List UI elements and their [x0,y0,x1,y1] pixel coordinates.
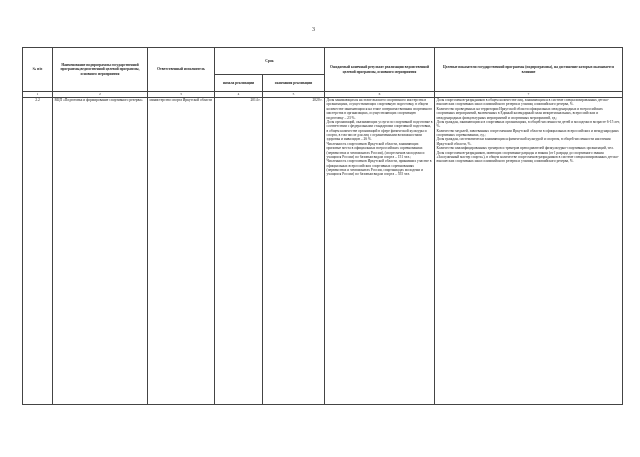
expected-result-cell [325,98,435,405]
header-term: Срок [215,48,325,75]
indicator-item: Количество проведенных на территории Иркутской области официальных международных и всероссийских спортивных мероприятий, включенных в Единый календарный план межрегиональных, всероссийских и международных физкультурных мероприятий и спортивных мероприятий, ед.; [436,106,603,120]
expected-result-item: Доля занимающихся на этапе высшего спортивного мастерства в организациях, осуществляющих спортивную подготовку, в общем количестве занимающихся на этапе совершенствования спортивного мастерства в организациях, осуществляющих спортивную подготовку – 23 %. [326,98,432,120]
header-expected-result: Ожидаемый конечный результат реализации ведомственной целевой программы, основного мероприятия [325,48,435,92]
page-number: 3 [312,27,315,33]
program-name: ВЦП «Подготовка и формирование спортивного резерва» [53,98,148,405]
expected-result-item: Численность спортсменов Иркутской области, принявших участие в официальных всероссийских спортивных соревнованиях (первенствах и чемпионатах России, спартакиадах молодежи и учащихся России) по базовым видам спорта – 555 чел. [326,159,432,177]
indicator-item: Количество квалифицированных тренеров и тренеров преподавателей физкультурно-спортивных организаций, чел. [436,146,614,151]
column-number: 7 [435,92,623,98]
indicator-item: Доля граждан, занимающихся в спортивных организациях, в общей численности детей и молодежи в возрасте 6-15 лет, %. [436,119,620,129]
header-executor: Ответственный исполнитель [148,48,215,92]
column-number: 5 [263,92,325,98]
indicator-item: Количество медалей, завоеванных спортсменами Иркутской области в официальных всероссийских и международных спортивных соревнованиях, ед.; [436,128,619,137]
header-term-end: окончания реализации [263,75,325,92]
header-target-indicators: Целевые показатели государственной программы (подпрограммы), на достижение которых оказывается влияние [435,48,623,92]
target-indicators-cell [435,98,623,405]
column-number: 3 [148,92,215,98]
column-number: 6 [325,92,435,98]
end-year: 2020 г. [263,98,325,405]
indicator-item: Доля спортсменов-разрядников, имеющих спортивные разряды и звания (от I разряда до спортивного звания «Заслуженный мастер спорта»), в общем количестве спортсменов-разрядников в системе специализированных детско-юношеских спортивных школ олимпийского резерва и училищ олимпийского резерва, %. [436,150,619,164]
program-table [22,47,623,405]
header-row [23,48,623,75]
column-number: 1 [23,92,53,98]
indicator-item: Доля спортсменов-разрядников в общем количестве лиц, занимающихся в системе специализированных детско-юношеских спортивных школ олимпийского резерва и училищ олимпийского резерва, %. [436,98,609,107]
responsible-executor: министерство спорта Иркутской области [148,98,215,405]
column-number: 2 [53,92,148,98]
header-name: Наименование подпрограммы государственной программы,ведомственной целевой программы, основного мероприятия [53,48,148,92]
header-term-start: начала реализации [215,75,263,92]
expected-result-item: Численность спортсменов Иркутской области, занимающих призовые места в официальных всероссийских соревнованиях (первенствах и чемпионатах России), (спортсменов молодежи и учащихся России) по базовым видам спорта – 151 чел.; [326,141,425,159]
expected-result-item: Доля организаций, оказывающих услуги по спортивной подготовке в соответствии с федеральными стандартами спортивной подготовки, в общем количестве организаций в сфере физической культуры и спорта, в том числе для лиц с ограниченными возможностями здоровья и инвалидов – 26 %. [326,119,433,142]
column-number: 4 [215,92,263,98]
header-num: № п/п [23,48,53,92]
start-year: 2014 г. [215,98,263,405]
row-number: 2.2 [23,98,53,405]
indicator-item: Доля граждан, систематически занимающихся физической культурой и спортом, в общей численности населения Иркутской области, %. [436,137,611,146]
table-row [23,98,623,405]
